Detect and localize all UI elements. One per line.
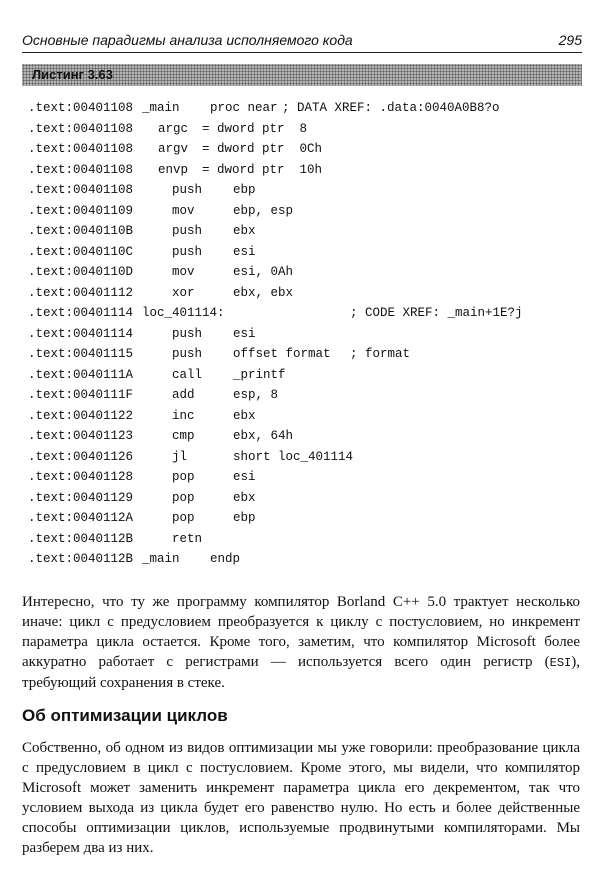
register-name: ESI (549, 656, 572, 670)
code-label: _main (142, 552, 180, 566)
code-line (28, 344, 588, 365)
code-address: .text:00401129 (28, 490, 134, 505)
code-line (28, 242, 588, 263)
code-line (28, 98, 588, 119)
code-operands: ebx (233, 224, 256, 238)
code-line (28, 365, 588, 386)
code-address: .text:00401108 (28, 162, 134, 177)
code-operands: ebx (233, 490, 256, 505)
code-address: .text:00401108 (28, 121, 134, 136)
code-address: .text:00401122 (28, 408, 134, 423)
code-operands: = dword ptr 10h (202, 162, 323, 177)
code-operands: esi (233, 244, 256, 259)
code-address: .text:00401112 (28, 285, 134, 300)
code-operands: ebp, esp (233, 203, 294, 218)
code-address: .text:00401109 (28, 203, 134, 218)
code-address: .text:00401115 (28, 347, 134, 361)
code-line (28, 529, 588, 550)
body-paragraph-2: Собственно, об одном из видов оптимизации мы уже говорили: преобразование цикла с предусловием в цикл с постусловием. Кроме этого, мы видели, что компилятор Microsoft может заменить инкремент параметра цикла его декрементом, так что условием выхода из цикла будет его равенство нулю. Но есть и более действенные способы оптимизации циклов, используемые продвинутыми компиляторами. Мы разберем два из них. (22, 740, 580, 856)
code-line (28, 426, 588, 447)
listing-caption-bar (22, 64, 582, 86)
code-label: _main (142, 101, 180, 115)
code-address: .text:00401123 (28, 429, 134, 443)
code-address: .text:0040110D (28, 265, 134, 279)
code-line (28, 139, 588, 160)
code-comment: ; DATA XREF: .data:0040A0B8?o (282, 101, 500, 115)
code-line (28, 508, 588, 529)
code-line (28, 283, 588, 304)
code-operands: ebx (233, 408, 256, 423)
code-line (28, 447, 588, 468)
body-paragraph-1 (22, 592, 580, 693)
code-operands: ebx, 64h (233, 429, 294, 443)
code-address: .text:00401114 (28, 326, 134, 341)
code-address: .text:0040110C (28, 244, 134, 259)
running-header (22, 30, 582, 53)
code-line (28, 201, 588, 222)
code-address: .text:00401108 (28, 101, 134, 115)
code-operands: esp, 8 (233, 388, 279, 402)
code-operands: = dword ptr 0Ch (202, 142, 323, 156)
code-line (28, 160, 588, 181)
code-operation: inc (172, 408, 195, 423)
code-line (28, 180, 588, 201)
code-line (28, 488, 588, 509)
code-address: .text:0040112B (28, 552, 134, 566)
code-address: .text:0040111F (28, 388, 134, 402)
code-address: .text:0040112A (28, 511, 134, 525)
code-operands: esi (233, 326, 256, 341)
code-operation: xor (172, 285, 195, 300)
code-operation: proc near (210, 101, 278, 115)
code-operands: _printf (233, 367, 286, 382)
code-address: .text:0040111A (28, 367, 134, 382)
code-line (28, 406, 588, 427)
code-operation: argv (158, 142, 189, 156)
code-line (28, 119, 588, 140)
code-operation: push (172, 224, 203, 238)
paragraph-text: Интересно, что ту же программу компилятор Borland C++ 5.0 трактует несколько иначе: цикл с предусловием преобразуется к циклу с постусловием, но инкремент параметра цикла остается. Кроме того, заметим, что компилятор Microsoft более аккуратно работает с регистрами — используется всего один регистр ( (22, 594, 580, 670)
code-line (28, 303, 588, 324)
code-operands: short loc_401114 (233, 449, 354, 464)
code-operation: argc (158, 121, 189, 136)
code-operands: offset format (233, 347, 331, 361)
code-operation: retn (172, 531, 203, 546)
code-operands: esi, 0Ah (233, 265, 294, 279)
code-operation: pop (172, 511, 195, 525)
chapter-title: Основные парадигмы анализа исполняемого кода (22, 32, 353, 48)
code-line (28, 549, 588, 570)
code-address: .text:00401108 (28, 183, 134, 197)
code-operation: mov (172, 203, 195, 218)
code-operation: pop (172, 470, 195, 484)
code-operation: add (172, 388, 195, 402)
code-address: .text:00401126 (28, 449, 134, 464)
code-operation: push (172, 326, 203, 341)
code-operands: = dword ptr 8 (202, 121, 308, 136)
code-address: .text:00401128 (28, 470, 134, 484)
page-number: 295 (558, 32, 582, 48)
paragraph-text-end: ), требующий сохранения в стеке. (22, 654, 580, 691)
code-listing (28, 98, 588, 570)
code-line (28, 221, 588, 242)
code-operation: jl (172, 449, 188, 464)
code-line (28, 324, 588, 345)
section-heading: Об оптимизации циклов (22, 706, 228, 725)
code-operands: ebp (233, 183, 256, 197)
code-operands: ebx, ebx (233, 285, 294, 300)
code-operation: cmp (172, 429, 195, 443)
code-line (28, 385, 588, 406)
code-operation: mov (172, 265, 195, 279)
code-operation: pop (172, 490, 195, 505)
code-operands: esi (233, 470, 256, 484)
code-operation: push (172, 244, 203, 259)
code-address: .text:00401108 (28, 142, 134, 156)
code-operation: call (172, 367, 203, 382)
code-address: .text:0040110B (28, 224, 134, 238)
code-operation: push (172, 347, 203, 361)
code-comment: ; CODE XREF: _main+1E?j (350, 306, 523, 320)
code-operation: envp (158, 162, 189, 177)
code-operation: endp (210, 552, 241, 566)
code-address: .text:00401114 (28, 306, 134, 320)
code-address: .text:0040112B (28, 531, 134, 546)
code-line (28, 262, 588, 283)
code-comment: ; format (350, 347, 411, 361)
listing-label: Листинг 3.63 (32, 67, 113, 82)
code-operation: push (172, 183, 203, 197)
code-operands: ebp (233, 511, 256, 525)
code-line (28, 467, 588, 488)
code-label: loc_401114: (142, 306, 225, 320)
